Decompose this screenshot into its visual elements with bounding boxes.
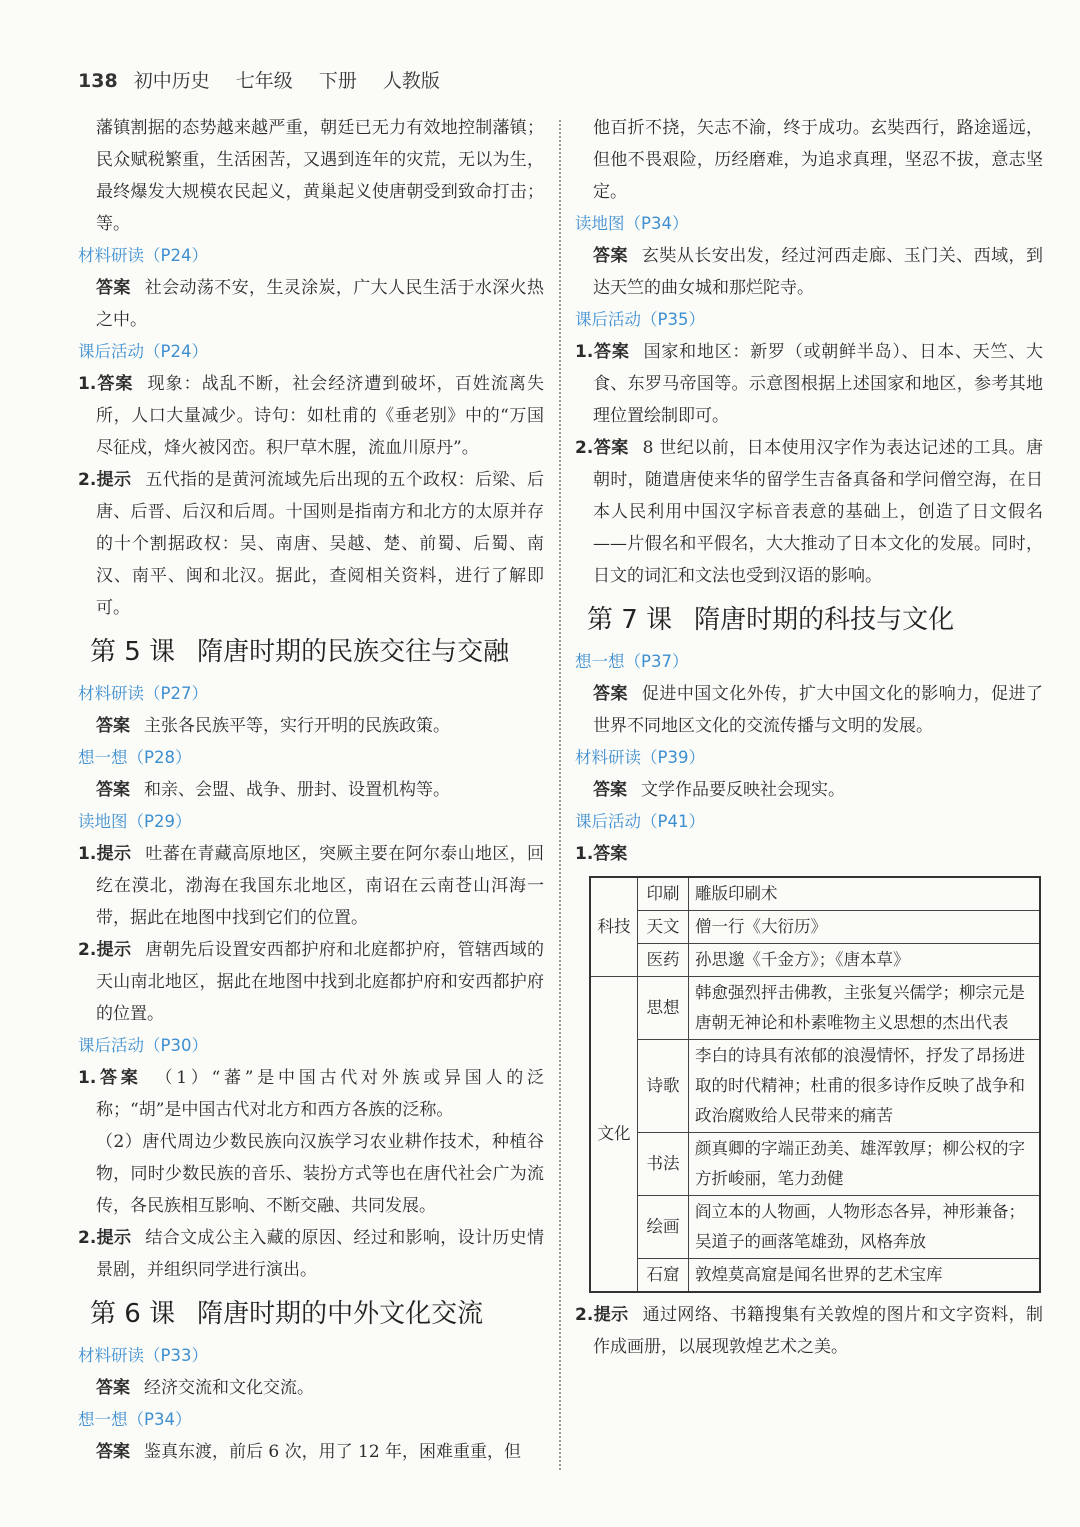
answer-label: 2.答案 (575, 438, 629, 458)
left-column (78, 112, 544, 1468)
answer-text: 促进中国文化外传，扩大中国文化的影响力，促进了世界不同地区文化的交流传播与文明的发展。 (593, 684, 1044, 736)
content-cell: 雕版印刷术 (689, 877, 1041, 911)
answer-continuation: （2）唐代周边少数民族向汉族学习农业耕作技术，种植谷物，同时少数民族的音乐、装扮方式等也在唐代社会广为流传，各民族相互影响、不断交融、共同发展。 (96, 1132, 544, 1216)
lesson-name: 隋唐时期的中外文化交流 (197, 1299, 484, 1329)
section-heading: 课后活动（P35） (575, 310, 705, 329)
field-cell: 诗歌 (638, 1040, 689, 1133)
answer-text: 经济交流和文化交流。 (144, 1378, 314, 1398)
column-divider (559, 120, 561, 1470)
hint-label: 2.提示 (575, 1305, 629, 1325)
answer-text: （1）“蕃”是中国古代对外族或异国人的泛称；“胡”是中国古代对北方和西方各族的泛称。 (96, 1068, 544, 1120)
answer-paragraph (575, 774, 1043, 806)
field-cell: 医药 (638, 944, 689, 977)
field-cell: 书法 (638, 1133, 689, 1196)
table-row (590, 877, 1040, 911)
hint-label: 2.提示 (78, 470, 132, 490)
answer-text: 8 世纪以前，日本使用汉字作为表达记述的工具。唐朝时，随遣唐使来华的留学生吉备真备和学问僧空海，在日本人民利用中国汉字标音表意的基础上，创造了日文假名——片假名和平假名，大大推动了日本文化的发展。同时，日文的词汇和文法也受到汉语的影响。 (593, 438, 1043, 586)
numbered-hint (78, 838, 544, 934)
answer-text: 和亲、会盟、战争、册封、设置机构等。 (144, 780, 450, 800)
content-cell: 韩愈强烈抨击佛教，主张复兴儒学；柳宗元是唐朝无神论和朴素唯物主义思想的杰出代表 (689, 977, 1041, 1040)
answer-label: 1.答案 (78, 374, 134, 394)
hint-text: 吐蕃在青藏高原地区，突厥主要在阿尔泰山地区，回纥在漠北，渤海在我国东北地区，南诏在云南苍山洱海一带，据此在地图中找到它们的位置。 (96, 844, 545, 928)
field-cell: 绘画 (638, 1196, 689, 1259)
section-heading: 想一想（P34） (78, 1410, 192, 1429)
answer-label: 答案 (96, 716, 130, 736)
continuation-paragraph: 他百折不挠，矢志不渝，终于成功。玄奘西行，路途遥远，但他不畏艰险，历经磨难，为追求真理，坚忍不拔，意志坚定。 (593, 118, 1043, 202)
numbered-hint (78, 464, 544, 624)
section-heading: 课后活动（P24） (78, 342, 208, 361)
numbered-answer (575, 336, 1043, 432)
lesson-number: 第 6 课 (90, 1299, 176, 1329)
section-heading: 材料研读（P39） (575, 748, 705, 767)
section-heading: 材料研读（P33） (78, 1346, 208, 1365)
header-subject: 初中历史 (133, 70, 210, 92)
table-row (590, 977, 1040, 1040)
intro-paragraph: 藩镇割据的态势越来越严重，朝廷已无力有效地控制藩镇；民众赋税繁重，生活困苦，又遇到连年的灾荒，无以为生，最终爆发大规模农民起义，黄巢起义使唐朝受到致命打击；等。 (96, 118, 544, 234)
category-cell: 科技 (590, 877, 638, 977)
numbered-answer (575, 838, 1043, 870)
answer-paragraph (78, 1372, 544, 1404)
field-cell: 印刷 (638, 877, 689, 911)
category-cell: 文化 (590, 977, 638, 1293)
header-publisher: 人教版 (382, 70, 440, 92)
numbered-hint (575, 1299, 1043, 1363)
lesson-title (587, 596, 1043, 644)
answer-label: 1.答案 (78, 1068, 142, 1088)
hint-label: 1.提示 (78, 844, 132, 864)
answer-paragraph (78, 774, 544, 806)
content-cell: 僧一行《大衍历》 (689, 911, 1041, 944)
section-heading: 课后活动（P30） (78, 1036, 208, 1055)
numbered-answer (78, 1062, 544, 1126)
section-heading: 想一想（P37） (575, 652, 689, 671)
section-heading: 课后活动（P41） (575, 812, 705, 831)
table-row (590, 1040, 1040, 1133)
answer-text: 社会动荡不安，生灵涂炭，广大人民生活于水深火热之中。 (96, 278, 544, 330)
field-cell: 石窟 (638, 1259, 689, 1293)
table-row (590, 1133, 1040, 1196)
hint-text: 结合文成公主入藏的原因、经过和影响，设计历史情景剧，并组织同学进行演出。 (96, 1228, 545, 1280)
section-heading: 材料研读（P27） (78, 684, 208, 703)
lesson-name: 隋唐时期的民族交往与交融 (197, 637, 510, 667)
answer-label: 1.答案 (575, 844, 628, 864)
page-header (78, 66, 460, 93)
hint-text: 通过网络、书籍搜集有关敦煌的图片和文字资料，制作成画册，以展现敦煌艺术之美。 (593, 1305, 1043, 1357)
content-cell: 孙思邈《千金方》；《唐本草》 (689, 944, 1041, 977)
answer-label: 答案 (96, 1378, 130, 1398)
hint-text: 五代指的是黄河流域先后出现的五个政权：后梁、后唐、后晋、后汉和后周。十国则是指南方和北方的太原并存的十个割据政权：吴、南唐、吴越、楚、前蜀、后蜀、南汉、南平、闽和北汉。据此，查阅相关资料，进行了解即可。 (96, 470, 545, 618)
answer-text: 文学作品要反映社会现实。 (641, 780, 845, 800)
header-grade: 七年级 (235, 70, 293, 92)
answer-label: 答案 (96, 278, 131, 298)
numbered-hint (78, 934, 544, 1030)
answer-label: 答案 (593, 684, 628, 704)
hint-label: 2.提示 (78, 940, 132, 960)
answer-paragraph (78, 710, 544, 742)
table-row (590, 1259, 1040, 1293)
answer-text: 玄奘从长安出发，经过河西走廊、玉门关、西域，到达天竺的曲女城和那烂陀寺。 (593, 246, 1044, 298)
answer-label: 答案 (96, 780, 130, 800)
numbered-answer (78, 368, 544, 464)
section-heading: 想一想（P28） (78, 748, 192, 767)
content-cell: 李白的诗具有浓郁的浪漫情怀，抒发了昂扬进取的时代精神；杜甫的很多诗作反映了战争和政治腐败给人民带来的痛苦 (689, 1040, 1041, 1133)
field-cell: 思想 (638, 977, 689, 1040)
section-heading: 读地图（P34） (575, 214, 689, 233)
answer-paragraph (575, 678, 1043, 742)
lesson-number: 第 5 课 (90, 637, 176, 667)
answer-paragraph (575, 240, 1043, 304)
field-cell: 天文 (638, 911, 689, 944)
answer-text: 现象：战乱不断，社会经济遭到破坏，百姓流离失所，人口大量减少。诗句：如杜甫的《垂老别》中的“万国尽征戍，烽火被冈峦。积尸草木腥，流血川原丹”。 (96, 374, 544, 458)
header-volume: 下册 (318, 70, 357, 92)
content-cell: 阎立本的人物画，人物形态各异，神形兼备；吴道子的画落笔雄劲，风格奔放 (689, 1196, 1041, 1259)
lesson-name: 隋唐时期的科技与文化 (694, 605, 955, 635)
numbered-answer (575, 432, 1043, 592)
lesson-title (90, 1290, 544, 1338)
numbered-hint (78, 1222, 544, 1286)
content-cell: 敦煌莫高窟是闻名世界的艺术宝库 (689, 1259, 1041, 1293)
table-row (590, 911, 1040, 944)
answer-text: 主张各民族平等，实行开明的民族政策。 (144, 716, 450, 736)
table-row (590, 1196, 1040, 1259)
hint-label: 2.提示 (78, 1228, 132, 1248)
answer-label: 答案 (96, 1442, 130, 1462)
answer-text: 鉴真东渡，前后 6 次，用了 12 年，困难重重，但 (144, 1442, 522, 1462)
answer-label: 答案 (593, 246, 628, 266)
table-row (590, 944, 1040, 977)
section-heading: 读地图（P29） (78, 812, 192, 831)
answer-label: 1.答案 (575, 342, 630, 362)
content-cell: 颜真卿的字端正劲美、雄浑敦厚；柳公权的字方折峻丽，笔力劲健 (689, 1133, 1041, 1196)
section-heading: 材料研读（P24） (78, 246, 208, 265)
summary-table (589, 876, 1041, 1293)
hint-text: 唐朝先后设置安西都护府和北庭都护府，管辖西域的天山南北地区，据此在地图中找到北庭都护府和安西都护府的位置。 (96, 940, 545, 1024)
right-column (575, 112, 1043, 1363)
answer-paragraph (78, 272, 544, 336)
page-number: 138 (78, 70, 118, 92)
lesson-title (90, 628, 544, 676)
answer-text: 国家和地区：新罗（或朝鲜半岛）、日本、天竺、大食、东罗马帝国等。示意图根据上述国家和地区，参考其地理位置绘制即可。 (593, 342, 1043, 426)
answer-label: 答案 (593, 780, 627, 800)
answer-paragraph (78, 1436, 544, 1468)
lesson-number: 第 7 课 (587, 605, 673, 635)
